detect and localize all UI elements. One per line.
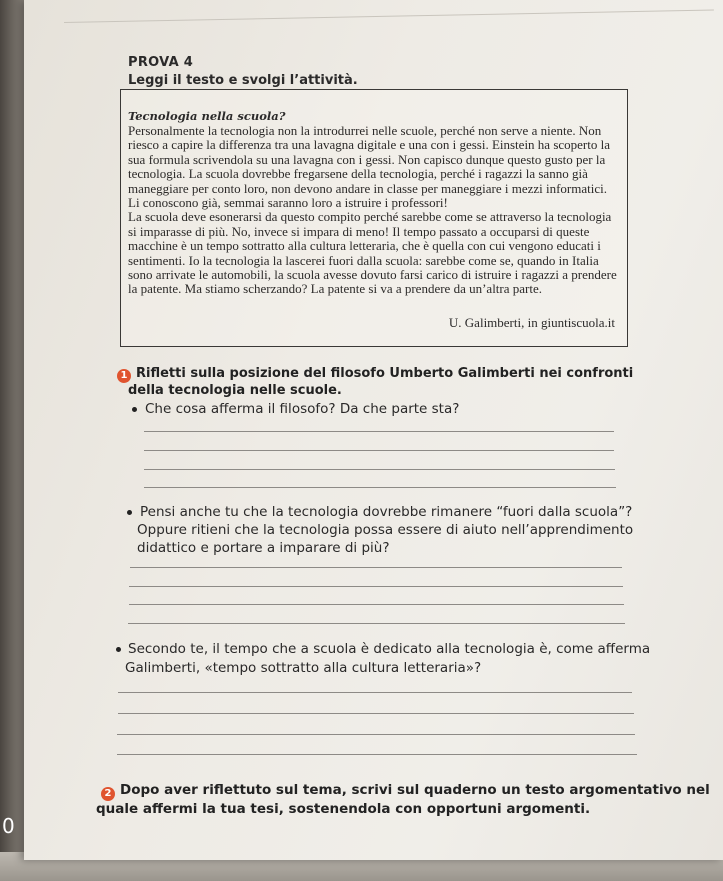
bullet (132, 407, 137, 412)
reading-body (128, 124, 618, 297)
exercise1-heading-line1: Rifletti sulla posizione del filosofo Umberto Galimberti nei confronti (136, 366, 634, 381)
answer-line[interactable] (117, 734, 635, 735)
test-label: PROVA 4 (128, 55, 194, 70)
reading-title: Tecnologia nella scuola? (128, 109, 286, 123)
exercise-number-badge: 2 (101, 787, 115, 801)
answer-line[interactable] (144, 431, 614, 432)
reading-paragraph: Personalmente la tecnologia non la introdurrei nelle scuole, perché non serve a niente. Non riesco a capire la differenza tra una lavagna digitale e una con i gessi. Einstein ha scoperto la sua formula scrivendola su una lavagna con i gessi. Non capisco dunque questo gusto per la tecnologia. La scuola dovrebbe fregarsene della tecnologia, perché i ragazzi la sanno già maneggiare per conto loro, non devono andare in classe per maneggiare i mezzi informatici. Li conoscono già, semmai saranno loro a istruire i professori! (128, 123, 610, 211)
question-2-line3: didattico e portare a imparare di più? (137, 540, 390, 556)
exercise-number-badge: 1 (117, 369, 131, 383)
question-3-line1: Secondo te, il tempo che a scuola è dedicato alla tecnologia è, come afferma (128, 641, 651, 657)
answer-line[interactable] (144, 469, 615, 470)
answer-line[interactable] (144, 450, 614, 451)
bullet (116, 647, 121, 652)
answer-line[interactable] (130, 567, 622, 568)
answer-line[interactable] (118, 713, 634, 714)
question-2-line2: Oppure ritieni che la tecnologia possa essere di aiuto nell’apprendimento (137, 522, 634, 538)
question-1: Che cosa afferma il filosofo? Da che parte sta? (145, 401, 460, 417)
answer-line[interactable] (117, 754, 637, 755)
reading-source: U. Galimberti, in giuntiscuola.it (448, 315, 615, 330)
bullet (127, 510, 132, 515)
question-3-line2: Galimberti, «tempo sottratto alla cultura letteraria»? (125, 660, 482, 676)
exercise2-heading-line1: Dopo aver riflettuto sul tema, scrivi sul quaderno un testo argomentativo nel (120, 782, 710, 798)
answer-line[interactable] (118, 692, 632, 693)
reading-box (120, 89, 628, 347)
page-number: 0 (2, 814, 15, 838)
worksheet-page (24, 0, 723, 860)
reading-paragraph: La scuola deve esonerarsi da questo compito perché sarebbe come se attraverso la tecnologia si imparasse di più. No, invece si impara di meno! Il tempo passato a occuparsi di queste macchine è un tempo sottratto alla cultura letteraria, che è quella con cui vengono educati i sentimenti. Io la tecnologia la lascerei fuori dalla scuola: sarebbe come se, quando in Italia sono arrivate le automobili, la scuola avesse dovuto farsi carico di istruire i ragazzi a prendere la patente. Ma stiamo scherzando? La patente si va a prendere da un’altra parte. (128, 209, 617, 297)
answer-line[interactable] (129, 604, 624, 605)
answer-line[interactable] (129, 586, 623, 587)
exercise1-heading-line2: della tecnologia nelle scuole. (128, 383, 342, 398)
top-divider (64, 10, 714, 23)
question-2-line1: Pensi anche tu che la tecnologia dovrebbe rimanere “fuori dalla scuola”? (140, 504, 633, 520)
answer-line[interactable] (128, 623, 625, 624)
instruction: Leggi il testo e svolgi l’attività. (128, 73, 358, 88)
answer-line[interactable] (144, 487, 616, 488)
exercise2-heading-line2: quale affermi la tua tesi, sostenendola con opportuni argomenti. (96, 801, 591, 817)
